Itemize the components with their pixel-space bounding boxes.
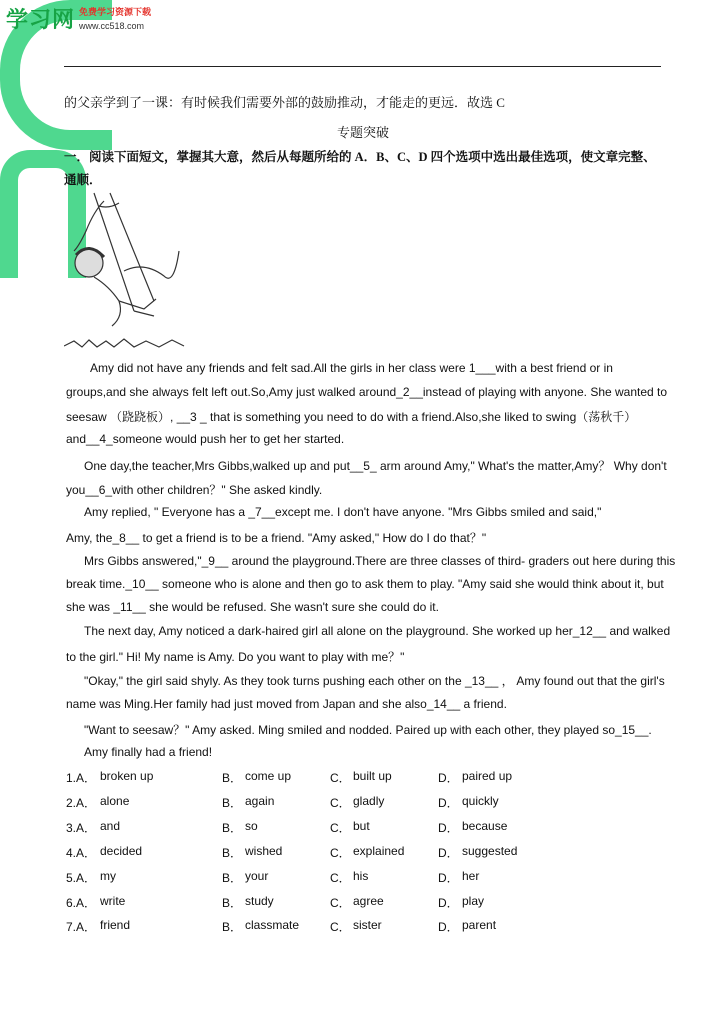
option-d[interactable]: paired up (462, 769, 513, 783)
section-title: 专题突破 (337, 125, 390, 140)
option-b-letter: B． (222, 771, 243, 785)
option-d[interactable]: suggested (462, 844, 518, 858)
option-a[interactable]: alone (100, 794, 130, 808)
passage-line: Amy did not have any friends and felt sad.All the girls in her class were 1___with a best friend or in (90, 361, 613, 375)
option-c[interactable]: agree (353, 894, 384, 908)
option-c-letter: C． (330, 920, 351, 934)
passage-line: to the girl." Hi! My name is Amy. Do you want to play with me？" (66, 650, 405, 664)
option-d-letter: D． (438, 896, 459, 910)
option-d-letter: D． (438, 920, 459, 934)
passage-line: Amy replied, " Everyone has a _7__except me. I don't have anyone. "Mrs Gibbs smiled and said," (84, 505, 602, 519)
passage-line: "Want to seesaw？" Amy asked. Ming smiled and nodded. Paired up with each other, they played so_15__. (84, 723, 652, 737)
option-c-letter: C． (330, 796, 351, 810)
option-b-letter: B． (222, 846, 243, 860)
option-c-letter: C． (330, 846, 351, 860)
passage-line: The next day, Amy noticed a dark-haired girl all alone on the playground. She worked up her_12__ and walked (84, 624, 671, 638)
option-b-letter: B． (222, 896, 243, 910)
option-a[interactable]: friend (100, 918, 131, 932)
passage-line: One day,the teacher,Mrs Gibbs,walked up and put__5_ arm around Amy," What's the matter,Amy？ Why don't (84, 459, 667, 473)
swing-illustration (64, 191, 186, 351)
option-b-letter: B． (222, 871, 243, 885)
option-b[interactable]: come up (245, 769, 292, 783)
logo-url: www.cc518.com (79, 21, 145, 31)
option-d[interactable]: parent (462, 918, 497, 932)
option-b[interactable]: so (245, 819, 258, 833)
option-a[interactable]: and (100, 819, 121, 833)
option-d-letter: D． (438, 846, 459, 860)
option-c[interactable]: gladly (353, 794, 385, 808)
passage-line: groups,and she always felt left out.So,Amy just walked around_2__instead of playing with anyone. She wanted to (66, 385, 668, 399)
option-b[interactable]: classmate (245, 918, 300, 932)
option-b[interactable]: again (245, 794, 275, 808)
option-c[interactable]: sister (353, 918, 382, 932)
question-number: 2.A． (66, 796, 97, 810)
option-d-letter: D． (438, 871, 459, 885)
option-d-letter: D． (438, 821, 459, 835)
passage-line: Amy, the_8__ to get a friend is to be a friend. "Amy asked," How do I do that？" (66, 531, 487, 545)
question-number: 3.A． (66, 821, 97, 835)
option-d[interactable]: quickly (462, 794, 499, 808)
logo-slogan: 免费学习资源下载 (79, 7, 152, 17)
logo-sub (79, 5, 151, 31)
option-d-letter: D． (438, 771, 459, 785)
passage-line: Amy finally had a friend! (84, 745, 213, 759)
option-b-letter: B． (222, 920, 243, 934)
passage-line: break time._10__ someone who is alone and then go to ask them to play. "Amy said she would think about it, but (66, 577, 664, 591)
passage-line: and__4_someone would push her to get her started. (66, 432, 345, 446)
option-c-letter: C． (330, 771, 351, 785)
question-number: 1.A． (66, 771, 97, 785)
option-b-letter: B． (222, 821, 243, 835)
option-b[interactable]: wished (245, 844, 283, 858)
instruction-line-2: 通顺． (64, 173, 102, 187)
option-c-letter: C． (330, 896, 351, 910)
passage-line: "Okay," the girl said shyly. As they took turns pushing each other on the _13__ ， Amy found out that the girl's (84, 674, 665, 688)
option-a[interactable]: decided (100, 844, 143, 858)
intro-text: 的父亲学到了一课：有时候我们需要外部的鼓励推动，才能走的更远．故选 C (64, 95, 505, 110)
passage-line: you__6_with other children？" She asked kindly. (66, 483, 323, 497)
header-divider (64, 66, 661, 67)
option-d-letter: D． (438, 796, 459, 810)
passage-line: Mrs Gibbs answered,"_9__ around the playground.There are three classes of third- graders out here during this (84, 554, 676, 568)
question-number: 6.A． (66, 896, 97, 910)
option-d[interactable]: her (462, 869, 480, 883)
option-c[interactable]: but (353, 819, 370, 833)
passage-line: name was Ming.Her family had just moved from Japan and she also_14__ a friend. (66, 697, 507, 711)
question-number: 5.A． (66, 871, 97, 885)
option-a[interactable]: my (100, 869, 116, 883)
option-a[interactable]: broken up (100, 769, 154, 783)
option-c-letter: C． (330, 871, 351, 885)
logo-text: 学习网 (6, 8, 76, 33)
site-logo[interactable] (6, 3, 151, 34)
option-c[interactable]: his (353, 869, 369, 883)
option-c-letter: C． (330, 821, 351, 835)
option-c[interactable]: built up (353, 769, 392, 783)
passage-line: seesaw （跷跷板）, __3 _ that is something you need to do with a friend.Also,she liked to swing（荡秋千） (66, 410, 637, 424)
option-d[interactable]: because (462, 819, 508, 833)
option-d[interactable]: play (462, 894, 485, 908)
option-b[interactable]: study (245, 894, 274, 908)
option-b-letter: B． (222, 796, 243, 810)
passage-line: she was _11__ she would be refused. She wasn't sure she could do it. (66, 600, 439, 614)
question-number: 4.A． (66, 846, 97, 860)
question-number: 7.A． (66, 920, 97, 934)
option-a[interactable]: write (100, 894, 126, 908)
option-b[interactable]: your (245, 869, 269, 883)
instruction-line-1: 一．阅读下面短文，掌握其大意，然后从每题所给的 A．B、C、D 四个选项中选出最佳选项，使文章完整、 (64, 150, 656, 164)
option-c[interactable]: explained (353, 844, 405, 858)
